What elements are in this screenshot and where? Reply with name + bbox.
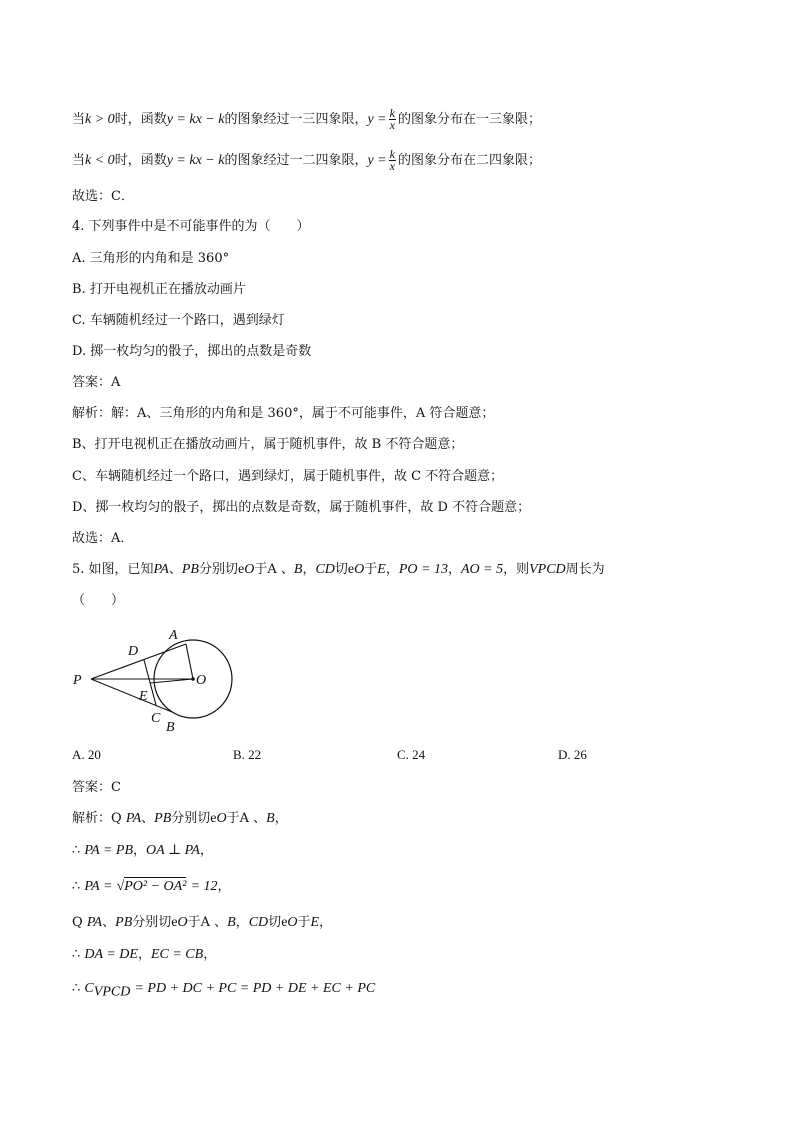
- math: O: [216, 811, 227, 826]
- q4-analysis-3: C、车辆随机经过一个路口，遇到绿灯，属于随机事件，故 C 不符合题意；: [72, 469, 504, 484]
- math: y = kx − k: [166, 153, 225, 168]
- segment-ao: [186, 644, 193, 679]
- text: ，则: [503, 562, 530, 577]
- math: PA: [86, 915, 103, 930]
- prev-line-2: [72, 149, 541, 172]
- q5-step-6: [72, 980, 375, 1002]
- sqrt-sign: √: [116, 879, 125, 894]
- q4-option-c: C. 车辆随机经过一个路口，遇到绿灯: [72, 313, 285, 328]
- segment-oe: [150, 679, 193, 683]
- q5-step-1: [72, 810, 288, 828]
- text: 于: [364, 562, 378, 577]
- q5-option-a: A. 20: [72, 747, 101, 762]
- math: k > 0: [85, 112, 115, 127]
- q4-option-b: B. 打开电视机正在播放动画片: [72, 282, 246, 297]
- q4-analysis-1: 解析：解：A、三角形的内角和是 360°，属于不可能事件，A 符合题意；: [72, 406, 495, 421]
- text: ，: [235, 915, 249, 930]
- text: ，: [385, 562, 399, 577]
- text: 的图象分布在二四象限；: [397, 153, 541, 168]
- math: e: [238, 562, 245, 577]
- q4-answer: 答案：A: [72, 375, 121, 390]
- math: PB: [181, 562, 199, 577]
- math: O: [354, 562, 365, 577]
- math: B: [227, 915, 236, 930]
- q5-step-5: [72, 946, 216, 964]
- because-symbol: Q: [111, 811, 122, 826]
- fraction: [389, 108, 396, 131]
- text: 于A 、: [226, 811, 267, 826]
- numerator: k: [389, 147, 395, 161]
- math: OA ⊥ PA: [146, 843, 200, 858]
- math: = PD + DC + PC = PD + DE + EC + PC: [134, 981, 376, 996]
- segment-pa: [91, 644, 186, 679]
- text: 5. 如图，已知: [72, 562, 154, 577]
- denominator: x: [389, 159, 395, 173]
- math: O: [287, 915, 298, 930]
- label-a: A: [169, 628, 178, 643]
- text: 分别切: [132, 915, 172, 930]
- text: ，: [302, 562, 316, 577]
- text: 分别切: [171, 811, 211, 826]
- therefore-symbol: ∴: [72, 843, 81, 858]
- text: 于: [297, 915, 311, 930]
- math: PB: [115, 915, 133, 930]
- q5-option-d: D. 26: [558, 747, 587, 762]
- text: 切: [268, 915, 282, 930]
- text: 的图象经过一三四象限，: [224, 112, 368, 127]
- q5-option-c: C. 24: [397, 747, 426, 762]
- math: E: [310, 915, 320, 930]
- q4-select: 故选：A．: [72, 531, 134, 546]
- math: PA = PB: [84, 843, 134, 858]
- subscript: VPCD: [93, 984, 131, 1000]
- q4-stem: 4. 下列事件中是不可能事件的为（ ）: [72, 219, 310, 234]
- denominator: x: [389, 118, 395, 132]
- math: y =: [367, 112, 387, 127]
- text: ，: [447, 562, 461, 577]
- text: 时，函数: [114, 112, 167, 127]
- math: C: [84, 981, 94, 996]
- math: O: [244, 562, 255, 577]
- q5-step-4: [72, 914, 332, 932]
- text: 当: [72, 153, 86, 168]
- text: ，: [217, 879, 231, 894]
- text: ，: [199, 843, 213, 858]
- q5-answer: 答案：C: [72, 780, 121, 795]
- text: 于A 、: [254, 562, 294, 577]
- label-b: B: [166, 720, 175, 735]
- math: AO = 5: [460, 562, 504, 577]
- q4-option-a: A. 三角形的内角和是 360°: [72, 251, 230, 266]
- label-d: D: [128, 644, 139, 659]
- math: E: [377, 562, 386, 577]
- text: 周长为: [565, 562, 605, 577]
- q5-option-b: B. 22: [233, 747, 262, 762]
- text: 当: [72, 112, 86, 127]
- text: 的图象经过一二四象限，: [224, 153, 368, 168]
- therefore-symbol: ∴: [72, 879, 81, 894]
- q4-analysis-2: B、打开电视机正在播放动画片，属于随机事件，故 B 不符合题意；: [72, 437, 464, 452]
- math: e: [171, 915, 178, 930]
- text: ，: [133, 843, 147, 858]
- therefore-symbol: ∴: [72, 947, 81, 962]
- text: 、: [168, 562, 182, 577]
- q5-step-2: [72, 842, 213, 860]
- math: CD: [248, 915, 269, 930]
- label-c: C: [151, 711, 161, 726]
- math: PO = 13: [398, 562, 448, 577]
- text: ，: [203, 947, 217, 962]
- math: VPCD: [529, 562, 566, 577]
- math: CD: [315, 562, 335, 577]
- math: y =: [367, 153, 387, 168]
- text: 于A 、: [187, 915, 228, 930]
- therefore-symbol: ∴: [72, 981, 81, 996]
- math: PB: [154, 811, 172, 826]
- math: PA: [153, 562, 169, 577]
- radicand: PO² − OA²: [124, 879, 187, 894]
- text: 、: [102, 915, 116, 930]
- text: 分别切: [198, 562, 238, 577]
- text: ，: [319, 915, 333, 930]
- because-symbol: Q: [72, 915, 83, 930]
- q5-stem: [72, 561, 605, 579]
- prev-select: 故选：C．: [72, 189, 134, 204]
- text: ，: [137, 947, 151, 962]
- math: e: [210, 811, 217, 826]
- text: 的图象分布在一三象限；: [397, 112, 541, 127]
- math: B: [266, 811, 275, 826]
- prev-line-1: [72, 108, 541, 131]
- q4-option-d: D. 掷一枚均匀的骰子，掷出的点数是奇数: [72, 344, 312, 359]
- fraction: [389, 149, 396, 172]
- text: ，: [274, 811, 288, 826]
- math: PA =: [84, 879, 113, 894]
- label-p: P: [73, 673, 82, 688]
- segment-pb: [91, 679, 172, 712]
- math: PA: [125, 811, 142, 826]
- q5-step-3: [72, 878, 231, 896]
- center-point: [191, 677, 195, 681]
- math: EC = CB: [150, 947, 204, 962]
- q5-stem-paren: （ ）: [72, 593, 125, 608]
- tangent-figure: [68, 620, 243, 735]
- text: 、: [141, 811, 155, 826]
- q4-analysis-4: D、掷一枚均匀的骰子，掷出的点数是奇数，属于随机事件，故 D 不符合题意；: [72, 500, 531, 515]
- label-e: E: [139, 689, 148, 704]
- math: = 12: [190, 879, 218, 894]
- text: 时，函数: [114, 153, 167, 168]
- text: 解析：: [72, 811, 112, 826]
- math: e: [281, 915, 288, 930]
- math: B: [293, 562, 303, 577]
- numerator: k: [389, 106, 395, 120]
- math: e: [347, 562, 355, 577]
- text: 切: [334, 562, 348, 577]
- math: O: [177, 915, 188, 930]
- math: y = kx − k: [166, 112, 225, 127]
- math: DA = DE: [84, 947, 138, 962]
- math: k < 0: [85, 153, 115, 168]
- label-o: O: [196, 673, 207, 688]
